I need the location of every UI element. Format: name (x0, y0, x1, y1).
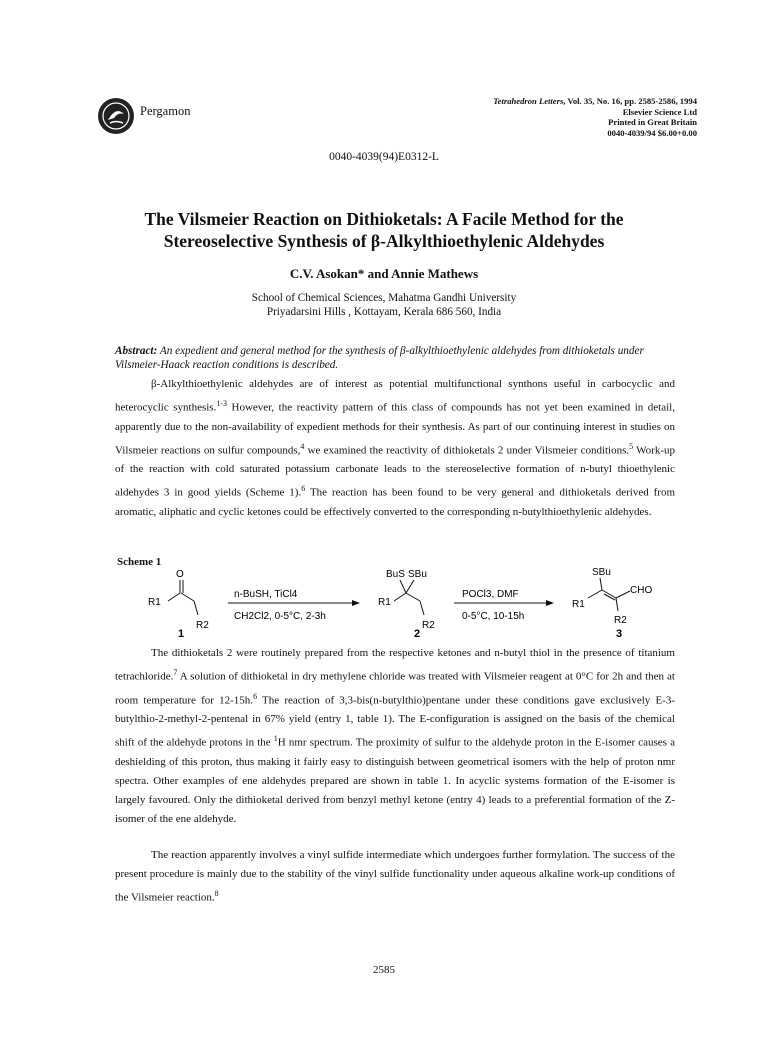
p1-text-c: we examined the reactivity of dithioketals 2 under Vilsmeier conditions. (304, 444, 630, 457)
doi-code: 0040-4039(94)E0312-L (329, 151, 439, 163)
scheme-1-diagram (110, 565, 680, 650)
p2-ref-c: 1 (273, 734, 278, 744)
p2-text-b: A solution of dithioketal in dry methylene chloride was treated with Vilsmeier reagent at 0°C for 2h and then at room temperature for 12-15h. (115, 670, 675, 707)
arrow2-reagents-top: POCl3, DMF (462, 589, 519, 600)
p2-text-c: The reaction of 3,3-bis(n-butylthio)pentane under these conditions gave exclusively E-3-butylthio-2-methyl-2-pentenal in 67% yield (entry 1, table 1). The E-configuration is assigned on the basis of the chemical shift of the aldehyde protons in the (115, 694, 676, 749)
paper-title (60, 208, 708, 252)
c2-r1: R1 (378, 597, 391, 608)
c1-r1: R1 (148, 597, 161, 608)
p1-ref-b: 4 (300, 441, 305, 451)
compound-2-label: 2 (414, 628, 421, 640)
c1-oxygen: O (176, 569, 184, 580)
p1-text-a: β-Alkylthioethylenic aldehydes are of interest as potential multifunctional synthons useful in carbocyclic and heterocyclic synthesis. (115, 378, 675, 414)
affiliation (0, 291, 768, 319)
arrow2-reagents-bottom: 0-5°C, 10-15h (462, 611, 525, 622)
p1-text-b: However, the reactivity pattern of this class of compounds has not yet been examined in detail, apparently due to the non-availability of expedient methods for their synthesis. As part of our continuing interest in studies on Vilsmeier reactions on sulfur compounds, (115, 401, 675, 457)
paragraph-3 (115, 846, 675, 908)
c2-sbu: SBu (408, 569, 427, 580)
p1-ref-d: 6 (301, 484, 306, 494)
arrow1-reagents-bottom: CH2Cl2, 0-5°C, 2-3h (234, 611, 326, 622)
c3-r2: R2 (614, 615, 627, 626)
p3-ref-a: 8 (214, 889, 219, 898)
compound-1-label: 1 (178, 628, 185, 640)
affiliation-line-2: Priyadarsini Hills , Kottayam, Kerala 686 560, India (266, 306, 502, 318)
pergamon-logo-icon (96, 96, 136, 136)
journal-citation (493, 96, 697, 138)
p2-ref-a: 7 (173, 668, 178, 677)
c3-cho: CHO (630, 585, 653, 596)
abstract-label: Abstract: (115, 345, 158, 357)
p3-text-a: The reaction apparently involves a vinyl sulfide intermediate which undergoes further formylation. The success of the present procedure is mainly due to the stability of the vinyl sulfide functionality under aqueous alkaline work-up conditions of the Vilsmeier reaction. (115, 849, 675, 904)
journal-printed: Printed in Great Britain (608, 117, 697, 127)
p1-ref-a: 1-3 (216, 399, 228, 408)
journal-issn: 0040-4039/94 $6.00+0.00 (607, 127, 697, 138)
p2-text-d: H nmr spectrum. The proximity of sulfur to the aldehyde proton in the E-isomer causes a deshielding of this proton, thus making it fairly easy to distinguish between geometrical isomers with the help of proton nmr spectra. Other examples of ene aldehydes prepared are shown in table 1. In acyclic systems formation of the E-isomer is largely favoured. Only the dithioketal derived from benzyl methyl ketone (entry 4) leads to a preferential formation of the Z-isomer of the ene aldehyde. (115, 736, 675, 825)
p1-text-d: Work-up of the reaction with cold saturated potassium carbonate leads to the stereoselective formation of n-butyl thioethylenic aldehydes 3 in good yields (Scheme 1). (115, 444, 675, 499)
scheme-title: Scheme 1 (117, 556, 162, 568)
abstract (115, 344, 675, 372)
p1-text-e: The reaction has been found to be very general and dithioketals derived from aromatic, aliphatic and cyclic ketones could be effectively converted to the corresponding n-butylthioethylenic aldehydes. (115, 486, 676, 518)
c3-r1: R1 (572, 599, 585, 610)
publisher-name: Pergamon (140, 104, 191, 118)
journal-publisher: Elsevier Science Ltd (622, 106, 697, 117)
paragraph-1 (115, 375, 675, 522)
authors: C.V. Asokan* and Annie Mathews (289, 266, 479, 281)
title-line-1: The Vilsmeier Reaction on Dithioketals: A Facile Method for the (144, 209, 624, 229)
journal-name: Tetrahedron Letters (493, 96, 564, 106)
p2-text-a: The dithioketals 2 were routinely prepared from the respective ketones and n-butyl thiol in the presence of titanium tetrachloride. (115, 647, 675, 683)
title-line-2: Stereoselective Synthesis of β-Alkylthioethylenic Aldehydes (163, 231, 605, 251)
c2-bus: BuS (386, 569, 405, 580)
compound-3-label: 3 (616, 628, 623, 640)
affiliation-line-1: School of Chemical Sciences, Mahatma Gandhi University (251, 292, 517, 304)
p1-ref-c: 5 (629, 441, 634, 451)
abstract-text: An expedient and general method for the synthesis of β-alkylthioethylenic aldehydes from dithioketals under Vilsmeier-Haack reaction conditions is described. (115, 345, 644, 371)
c1-r2: R2 (196, 620, 209, 631)
p2-ref-b: 6 (253, 691, 258, 701)
c2-r2: R2 (422, 620, 435, 631)
paragraph-2 (115, 644, 675, 829)
journal-volume: , Vol. 35, No. 16, pp. 2585-2586, 1994 (563, 96, 697, 106)
page-number: 2585 (373, 964, 395, 976)
arrow1-reagents-top: n-BuSH, TiCl4 (234, 589, 298, 600)
c3-sbu: SBu (592, 567, 611, 578)
